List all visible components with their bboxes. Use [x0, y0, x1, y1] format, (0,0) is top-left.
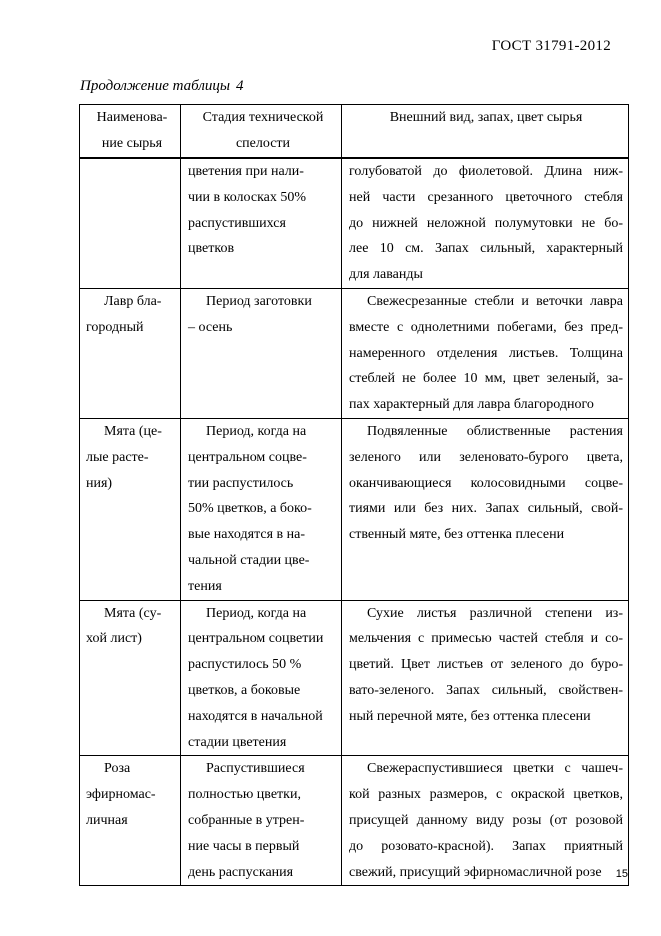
- cell-stage: [181, 288, 342, 418]
- cell-line: – осень: [188, 319, 233, 335]
- cell-line: Свежесрезанные стебли и веточки лавра: [367, 293, 623, 309]
- header-description: [342, 105, 629, 159]
- cell-line: Сухие листья различной степени из-: [367, 605, 623, 621]
- cell-line: ней части срезанного цветочного стебля: [349, 189, 623, 205]
- table-container: [79, 104, 629, 886]
- cell-line: тии распустилось: [188, 475, 294, 491]
- table-row: [80, 288, 629, 418]
- cell-line: цветий. Цвет листьев от зеленого до буро-: [349, 657, 623, 673]
- table-row: [80, 756, 629, 886]
- caption-text: Продолжение таблицы: [80, 78, 231, 94]
- cell-line: до розовато-красной). Запах приятный: [349, 838, 623, 854]
- cell-line: зеленого или зеленовато-бурого цвета,: [349, 449, 623, 465]
- cell-line: эфирномас-: [86, 787, 156, 803]
- page-number: 15: [615, 868, 628, 880]
- cell-line: хой лист): [86, 631, 142, 647]
- cell-line: день распускания: [188, 864, 294, 880]
- cell-line: вые находятся в на-: [188, 527, 305, 543]
- header-line: ние сырья: [101, 136, 163, 151]
- cell-line: вато-зеленого. Запах сильный, свойствен-: [349, 682, 623, 698]
- header-line: Наименова-: [96, 110, 168, 125]
- cell-line: распустилось 50 %: [188, 657, 302, 673]
- table-row: [80, 600, 629, 756]
- cell-line: присущей данному виду розы (от розовой: [349, 812, 623, 828]
- cell-line: ния): [86, 475, 113, 491]
- cell-name: [80, 418, 181, 600]
- cell-line: цветков: [188, 241, 235, 257]
- cell-line: ние часы в первый: [188, 838, 300, 854]
- table-caption: [80, 78, 244, 95]
- cell-description: [342, 158, 629, 288]
- cell-line: цветков, а боковые: [188, 682, 301, 698]
- cell-line: до нижней неложной полумутовки не бо-: [349, 215, 623, 231]
- cell-line: кой разных размеров, с окраской цветков,: [349, 787, 623, 803]
- cell-line: Период, когда на: [206, 605, 307, 621]
- cell-stage: [181, 418, 342, 600]
- cell-description: [342, 288, 629, 418]
- table-row: [80, 158, 629, 288]
- cell-line: находятся в начальной: [188, 708, 323, 724]
- cell-line: ственный мяте, без оттенка плесени: [349, 527, 565, 543]
- cell-line: тиями или без них. Запах сильный, свой-: [349, 501, 623, 517]
- cell-stage: [181, 600, 342, 756]
- table-body: [80, 158, 629, 886]
- cell-line: чии в колосках 50%: [188, 189, 307, 205]
- table-number: 4: [236, 78, 244, 94]
- table-header-row: [80, 105, 629, 159]
- cell-line: для лаванды: [349, 267, 423, 283]
- cell-line: Период, когда на: [206, 423, 307, 439]
- header-name: [80, 105, 181, 159]
- cell-name: [80, 158, 181, 288]
- header-stage: [181, 105, 342, 159]
- cell-line: городный: [86, 319, 144, 335]
- header-line: спелости: [235, 136, 291, 151]
- cell-stage: [181, 158, 342, 288]
- cell-line: голубоватой до фиолетовой. Длина ниж-: [349, 164, 623, 179]
- cell-line: пах характерный для лавра благородного: [349, 397, 594, 413]
- cell-line: собранные в утрен-: [188, 812, 305, 828]
- cell-line: Распустившиеся: [206, 761, 305, 777]
- cell-line: личная: [86, 812, 128, 828]
- cell-name: [80, 756, 181, 886]
- cell-line: Подвяленные облиственные растения: [367, 423, 623, 439]
- cell-name: [80, 600, 181, 756]
- cell-line: цветения при нали-: [188, 164, 304, 179]
- cell-line: полностью цветки,: [188, 787, 301, 803]
- cell-line: вместе с однолетними побегами, без пред-: [349, 319, 623, 335]
- cell-line: Период заготовки: [206, 293, 312, 309]
- cell-line: чальной стадии цве-: [188, 552, 310, 568]
- cell-line: свежий, присущий эфирномасличной розе: [349, 864, 602, 880]
- specification-table: [79, 104, 629, 886]
- cell-line: мельчения с примесью частей стебля и со-: [349, 631, 623, 647]
- cell-line: тения: [188, 578, 222, 594]
- cell-line: 50% цветков, а боко-: [188, 501, 312, 517]
- cell-line: Лавр бла-: [104, 293, 162, 309]
- cell-line: ный перечной мяте, без оттенка плесени: [349, 708, 591, 724]
- cell-description: [342, 600, 629, 756]
- cell-line: лые расте-: [86, 449, 149, 465]
- header-line: Стадия технической: [202, 110, 324, 125]
- header-line: Внешний вид, запах, цвет сырья: [389, 110, 583, 125]
- cell-line: стеблей не более 10 мм, цвет зеленый, за-: [349, 371, 623, 387]
- table-row: [80, 418, 629, 600]
- cell-line: намеренного отделения листьев. Толщина: [349, 345, 623, 361]
- cell-line: центральном соцве-: [188, 449, 307, 465]
- cell-description: [342, 756, 629, 886]
- cell-line: стадии цветения: [188, 734, 287, 750]
- document-code: ГОСТ 31791-2012: [491, 38, 611, 54]
- cell-line: Роза: [104, 761, 131, 777]
- cell-line: Свежераспустившиеся цветки с чашеч-: [367, 761, 623, 777]
- cell-line: лее 10 см. Запах сильный, характерный: [349, 241, 623, 257]
- cell-line: Мята (су-: [104, 605, 162, 621]
- cell-stage: [181, 756, 342, 886]
- cell-line: Мята (це-: [104, 423, 162, 439]
- cell-line: распустившихся: [188, 215, 286, 231]
- cell-name: [80, 288, 181, 418]
- cell-description: [342, 418, 629, 600]
- cell-line: центральном соцветии: [188, 631, 324, 647]
- cell-line: оканчивающиеся колосовидными соцве-: [349, 475, 623, 491]
